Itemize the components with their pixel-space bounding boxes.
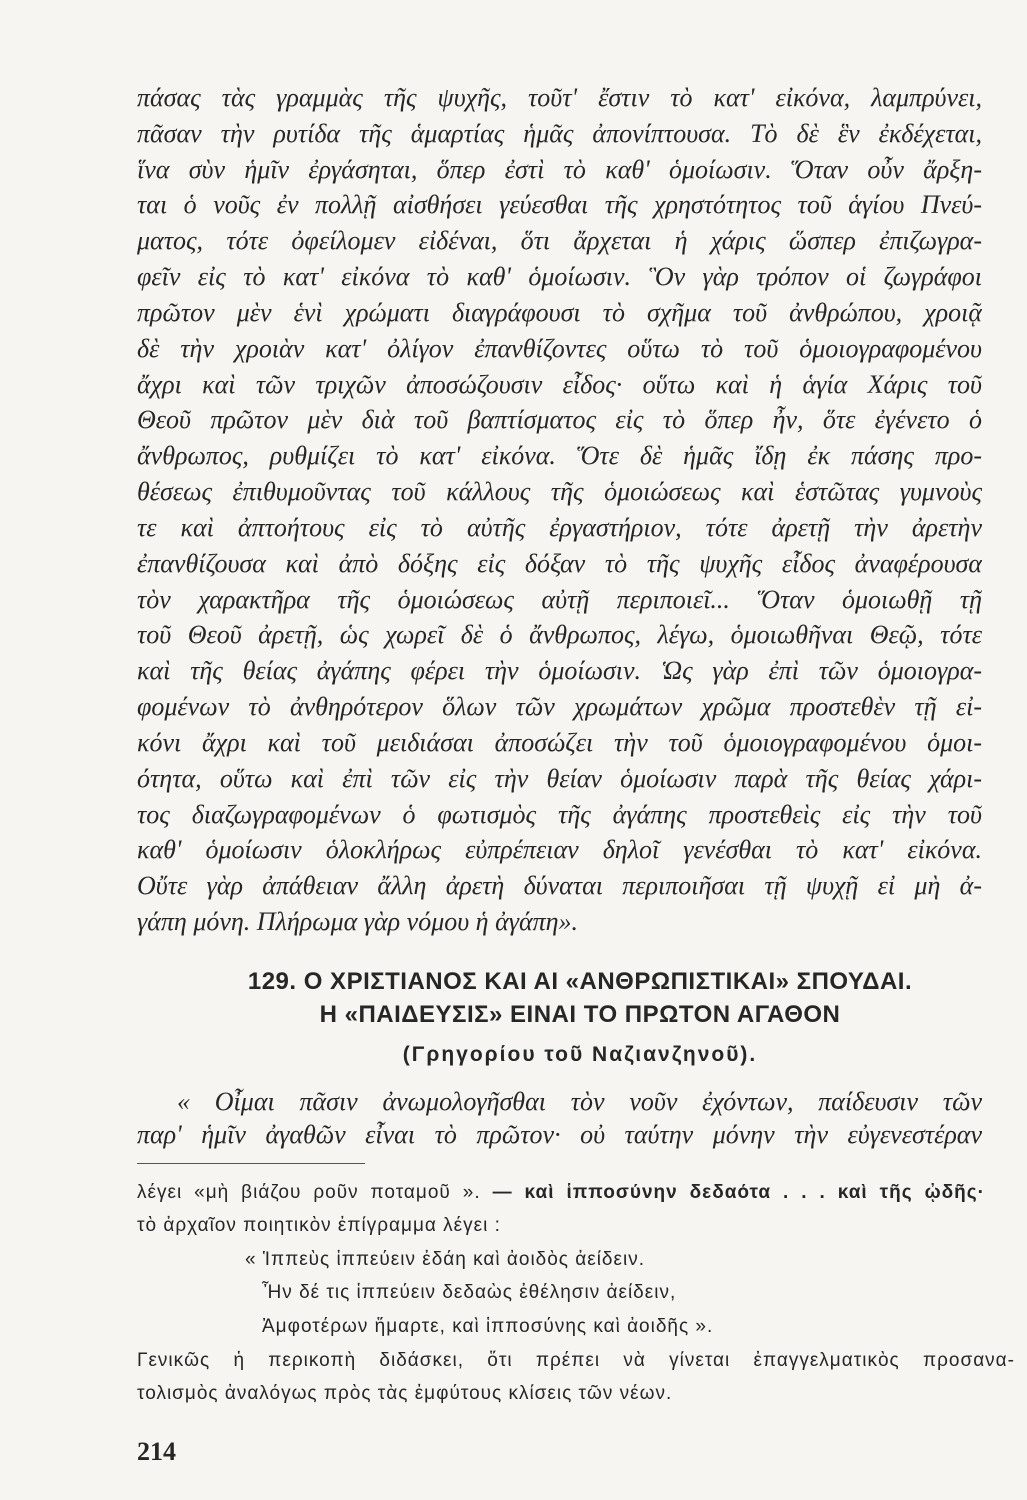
- body-line: πᾶσαν τὴν ρυτίδα τῆς ἁμαρτίας ἡμᾶς ἀπονίπτουσα. Τὸ δὲ ἓν ἐκδέχεται,: [137, 118, 982, 148]
- footnote-verse-line: Ἦν δέ τις ἱππεύειν δεδαὼς ἐθέλησιν ἀείδειν,: [262, 1282, 677, 1303]
- footnote-verse-line: « Ἱππεὺς ἱππεύειν ἐδάη καὶ ἀοιδὸς ἀείδειν.: [245, 1249, 645, 1270]
- body-line: ἵνα σὺν ἡμῖν ἐργάσηται, ὅπερ ἐστὶ τὸ καθ' ὁμοίωσιν. Ὅταν οὖν ἄρξη-: [137, 154, 982, 184]
- quote-line: « Οἶμαι πᾶσιν ἀνωμολογῆσθαι τὸν νοῦν ἐχόντων, παίδευσιν τῶν: [177, 1087, 982, 1116]
- footnote-line: [137, 1176, 985, 1210]
- section-attribution: (Γρηγορίου τοῦ Ναζιανζηνοῦ).: [402, 1043, 758, 1066]
- footnote-line: Γενικῶς ἡ περικοπὴ διδάσκει, ὅτι πρέπει νὰ γίνεται ἐπαγγελματικὸς προσανα-: [137, 1350, 1015, 1371]
- body-line: ται ὁ νοῦς ἐν πολλῇ αἰσθήσει γεύεσθαι τῆς χρηστότητος τοῦ ἁγίου Πνεύ-: [137, 190, 982, 220]
- body-line: Οὔτε γὰρ ἀπάθειαν ἄλλη ἀρετὴ δύναται περιποιῆσαι τῇ ψυχῇ εἰ μὴ ἀ-: [137, 871, 982, 901]
- body-line: δὲ τὴν χροιὰν κατ' ὀλίγον ἐπανθίζοντες οὕτω τὸ τοῦ ὁμοιογραφομένου: [137, 333, 982, 363]
- page-number: 214: [137, 1437, 176, 1466]
- quote-line: παρ' ἡμῖν ἀγαθῶν εἶναι τὸ πρῶτον· οὐ ταύτην μόνην τὴν εὐγενεστέραν: [137, 1120, 982, 1149]
- footnote-text: λέγει «μὴ βιάζου ροῦν ποταμοῦ ».: [137, 1182, 493, 1203]
- body-line: τὸν χαρακτῆρα τῆς ὁμοιώσεως αὐτῇ περιποιεῖ... Ὅταν ὁμοιωθῇ τῇ: [137, 584, 982, 614]
- body-line: πρῶτον μὲν ἑνὶ χρώματι διαγράφουσι τὸ σχῆμα τοῦ ἀνθρώπου, χροιᾷ: [137, 297, 982, 327]
- main-text-block: [137, 80, 982, 940]
- section-subheading: Η «ΠΑΙΔΕΥΣΙΣ» ΕΙΝΑΙ ΤΟ ΠΡΩΤΟΝ ΑΓΑΘΟΝ: [319, 1001, 841, 1028]
- body-line: καὶ τῆς θείας ἀγάπης φέρει τὴν ὁμοίωσιν. Ὡς γὰρ ἐπὶ τῶν ὁμοιογρα-: [137, 656, 982, 686]
- body-line: ἄνθρωπος, ρυθμίζει τὸ κατ' εἰκόνα. Ὅτε δὲ ἡμᾶς ἴδῃ ἐκ πάσης προ-: [137, 441, 982, 471]
- body-line: ἐπανθίζουσα καὶ ἀπὸ δόξης εἰς δόξαν τὸ τῆς ψυχῆς εἶδος ἀναφέρουσα: [137, 548, 982, 578]
- body-line: ότητα, οὕτω καὶ ἐπὶ τῶν εἰς τὴν θείαν ὁμοίωσιν παρὰ τῆς θείας χάρι-: [137, 763, 982, 793]
- body-line: τος διαζωγραφομένων ὁ φωτισμὸς τῆς ἀγάπης προστεθεὶς εἰς τὴν τοῦ: [137, 799, 982, 829]
- footnote-bold-text: — καὶ ἱπποσύνην δεδαότα . . . καὶ τῆς ᾠδῆς·: [492, 1182, 985, 1203]
- body-line: θέσεως ἐπιθυμοῦντας τοῦ κάλλους τῆς ὁμοιώσεως καὶ ἑστῶτας γυμνοὺς: [137, 477, 982, 507]
- body-line: Θεοῦ πρῶτον μὲν διὰ τοῦ βαπτίσματος εἰς τὸ ὅπερ ἦν, ὅτε ἐγένετο ὁ: [137, 405, 982, 435]
- section-heading: 129. Ο ΧΡΙΣΤΙΑΝΟΣ ΚΑΙ ΑΙ «ΑΝΘΡΩΠΙΣΤΙΚΑΙ» ΣΠΟΥΔΑΙ.: [247, 968, 913, 995]
- footnote-line: τολισμὸς ἀναλόγως πρὸς τὰς ἐμφύτους κλίσεις τῶν νέων.: [137, 1383, 673, 1404]
- body-line: ματος, τότε ὀφείλομεν εἰδέναι, ὅτι ἄρχεται ἡ χάρις ὥσπερ ἐπιζωγρα-: [137, 226, 982, 256]
- body-line: γάπη μόνη. Πλήρωμα γὰρ νόμου ἡ ἀγάπη».: [137, 907, 579, 937]
- footnote-divider: [137, 1163, 365, 1164]
- body-line: τε καὶ ἀπτοήτους εἰς τὸ αὐτῆς ἐργαστήριον, τότε ἀρετῇ τὴν ἀρετὴν: [137, 512, 982, 542]
- footnote-line: τὸ ἀρχαῖον ποιητικὸν ἐπίγραμμα λέγει :: [137, 1215, 501, 1236]
- body-line: τοῦ Θεοῦ ἀρετῇ, ὡς χωρεῖ δὲ ὁ ἄνθρωπος, λέγω, ὁμοιωθῆναι Θεῷ, τότε: [137, 620, 982, 650]
- body-line: κόνι ἄχρι καὶ τοῦ μειδιάσαι ἀποσώζει τὴν τοῦ ὁμοιογραφομένου ὁμοι-: [137, 727, 982, 757]
- body-line: καθ' ὁμοίωσιν ὁλοκλήρως εὐπρέπειαν δηλοῖ γενέσθαι τὸ κατ' εἰκόνα.: [137, 835, 982, 865]
- body-line: ἄχρι καὶ τῶν τριχῶν ἀποσώζουσιν εἶδος· οὕτω καὶ ἡ ἁγία Χάρις τοῦ: [137, 369, 982, 399]
- body-line: φομένων τὸ ἀνθηρότερον ὅλων τῶν χρωμάτων χρῶμα προστεθὲν τῇ εἰ-: [137, 692, 982, 722]
- footnote-verse-line: Ἀμφοτέρων ἥμαρτε, καὶ ἱπποσύνης καὶ ἀοιδῆς ».: [262, 1316, 714, 1337]
- body-line: φεῖν εἰς τὸ κατ' εἰκόνα τὸ καθ' ὁμοίωσιν. Ὃν γὰρ τρόπον οἱ ζωγράφοι: [137, 262, 982, 292]
- body-line: πάσας τὰς γραμμὰς τῆς ψυχῆς, τοῦτ' ἔστιν τὸ κατ' εἰκόνα, λαμπρύνει,: [137, 83, 982, 112]
